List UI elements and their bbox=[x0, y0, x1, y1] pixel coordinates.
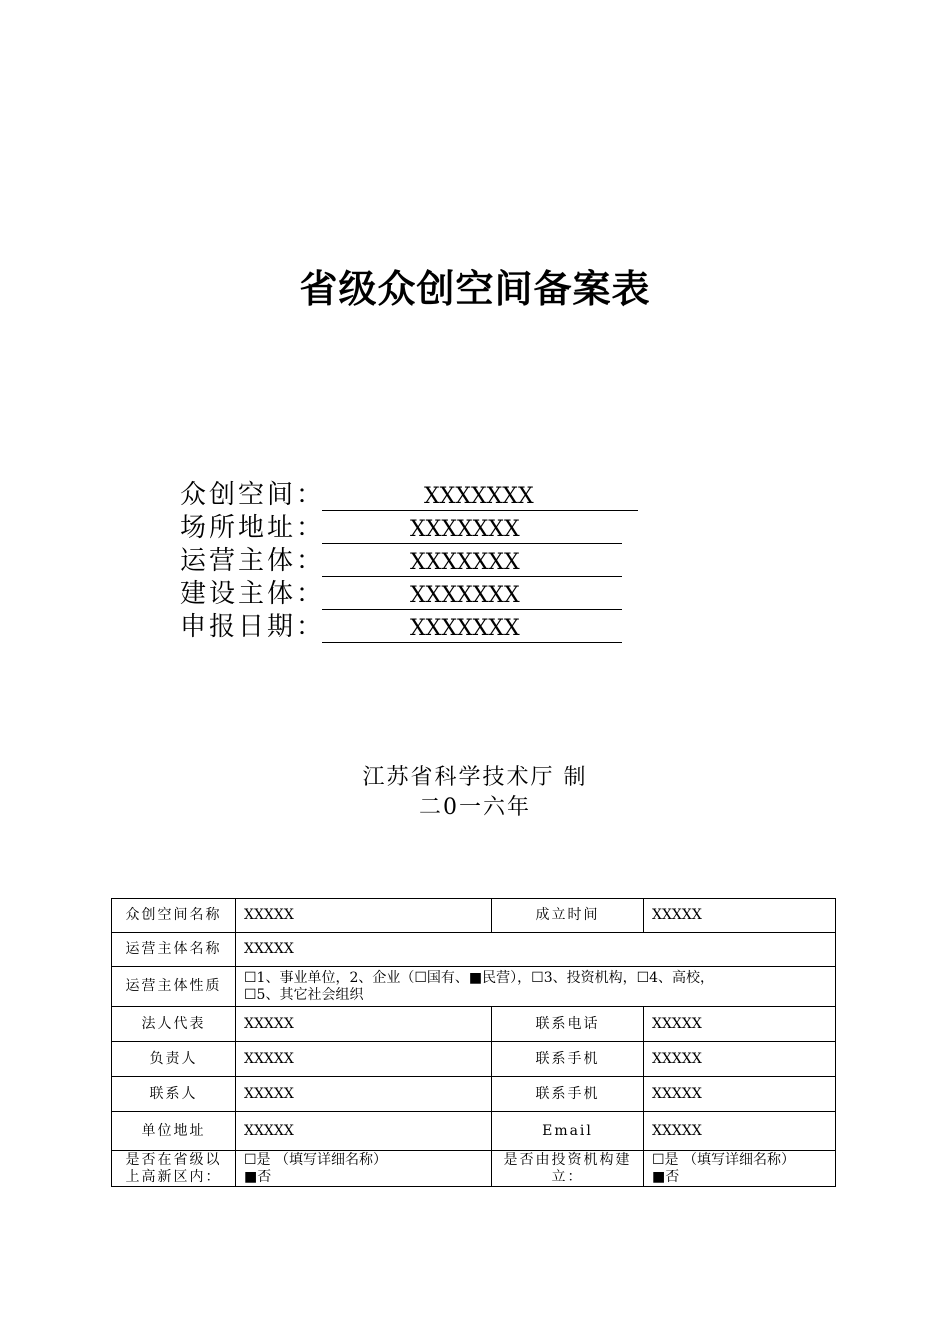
legal-rep-value[interactable]: XXXXX bbox=[236, 1007, 492, 1042]
cover-label-space: 众创空间： bbox=[180, 480, 326, 510]
contact-mobile-label: 联系手机 bbox=[492, 1077, 644, 1112]
cover-value-builder[interactable]: XXXXXXX bbox=[322, 582, 622, 610]
hightech-label-line2: 上高新区内： bbox=[125, 1168, 222, 1185]
space-name-value[interactable]: XXXXX bbox=[236, 899, 492, 933]
table-row bbox=[112, 899, 836, 933]
cover-value-space[interactable]: XXXXXXX bbox=[322, 483, 638, 511]
mobile-label: 联系手机 bbox=[492, 1042, 644, 1077]
cover-value-address[interactable]: XXXXXXX bbox=[322, 516, 622, 544]
registration-table bbox=[111, 898, 836, 1187]
table-row bbox=[112, 1077, 836, 1112]
cover-label-operator: 运营主体： bbox=[180, 546, 326, 576]
address-value[interactable]: XXXXX bbox=[236, 1112, 492, 1151]
operator-nature-label: 运营主体性质 bbox=[112, 967, 236, 1007]
legal-rep-label: 法人代表 bbox=[112, 1007, 236, 1042]
cover-row-space bbox=[180, 478, 638, 511]
issuer: 江苏省科学技术厅 制 bbox=[362, 765, 588, 790]
address-label: 单位地址 bbox=[112, 1112, 236, 1151]
table-row bbox=[112, 1007, 836, 1042]
responsible-value[interactable]: XXXXX bbox=[236, 1042, 492, 1077]
contact-mobile-value[interactable]: XXXXX bbox=[644, 1077, 836, 1112]
phone-value[interactable]: XXXXX bbox=[644, 1007, 836, 1042]
cover-row-date bbox=[180, 610, 638, 643]
contact-label: 联系人 bbox=[112, 1077, 236, 1112]
form-title: 省级众创空间备案表 bbox=[299, 267, 651, 311]
table-row bbox=[112, 1042, 836, 1077]
cover-value-operator[interactable]: XXXXXXX bbox=[322, 549, 622, 577]
cover-fields bbox=[180, 478, 638, 643]
investor-yes-option[interactable]: ☐是 （填写详细名称） bbox=[652, 1151, 796, 1168]
cover-value-date[interactable]: XXXXXXX bbox=[322, 615, 622, 643]
operator-name-value[interactable]: XXXXX bbox=[236, 933, 836, 967]
founded-label: 成立时间 bbox=[492, 899, 644, 933]
cover-label-builder: 建设主体： bbox=[180, 579, 326, 609]
space-name-label: 众创空间名称 bbox=[112, 899, 236, 933]
table-row bbox=[112, 1151, 836, 1187]
hightech-yes-option[interactable]: ☐是 （填写详细名称） bbox=[244, 1151, 388, 1168]
operator-nature-line2: ☐5、其它社会组织 bbox=[244, 986, 364, 1003]
operator-nature-line1: ☐1、事业单位，2、企业（☐国有、■民营），☐3、投资机构，☐4、高校， bbox=[244, 969, 715, 986]
cover-row-operator bbox=[180, 544, 638, 577]
investor-label-line1: 是否由投资机构建 bbox=[503, 1151, 632, 1168]
cover-label-date: 申报日期： bbox=[180, 612, 326, 642]
email-value[interactable]: XXXXX bbox=[644, 1112, 836, 1151]
operator-name-label: 运营主体名称 bbox=[112, 933, 236, 967]
table-row bbox=[112, 933, 836, 967]
email-label: Email bbox=[492, 1112, 644, 1151]
contact-value[interactable]: XXXXX bbox=[236, 1077, 492, 1112]
cover-row-address bbox=[180, 511, 638, 544]
issue-year: 二0一六年 bbox=[419, 795, 531, 820]
responsible-label: 负责人 bbox=[112, 1042, 236, 1077]
investor-no-option[interactable]: ■否 bbox=[652, 1168, 680, 1185]
hightech-label-line1: 是否在省级以 bbox=[125, 1151, 222, 1168]
cover-label-address: 场所地址： bbox=[180, 513, 326, 543]
investor-options[interactable] bbox=[644, 1151, 836, 1187]
cover-row-builder bbox=[180, 577, 638, 610]
investor-label bbox=[492, 1151, 644, 1187]
table-row bbox=[112, 1112, 836, 1151]
hightech-no-option[interactable]: ■否 bbox=[244, 1168, 272, 1185]
table-row bbox=[112, 967, 836, 1007]
hightech-options[interactable] bbox=[236, 1151, 492, 1187]
mobile-value[interactable]: XXXXX bbox=[644, 1042, 836, 1077]
phone-label: 联系电话 bbox=[492, 1007, 644, 1042]
investor-label-line2: 立： bbox=[551, 1168, 584, 1185]
operator-nature-options[interactable] bbox=[236, 967, 836, 1007]
hightech-label bbox=[112, 1151, 236, 1187]
founded-value[interactable]: XXXXX bbox=[644, 899, 836, 933]
